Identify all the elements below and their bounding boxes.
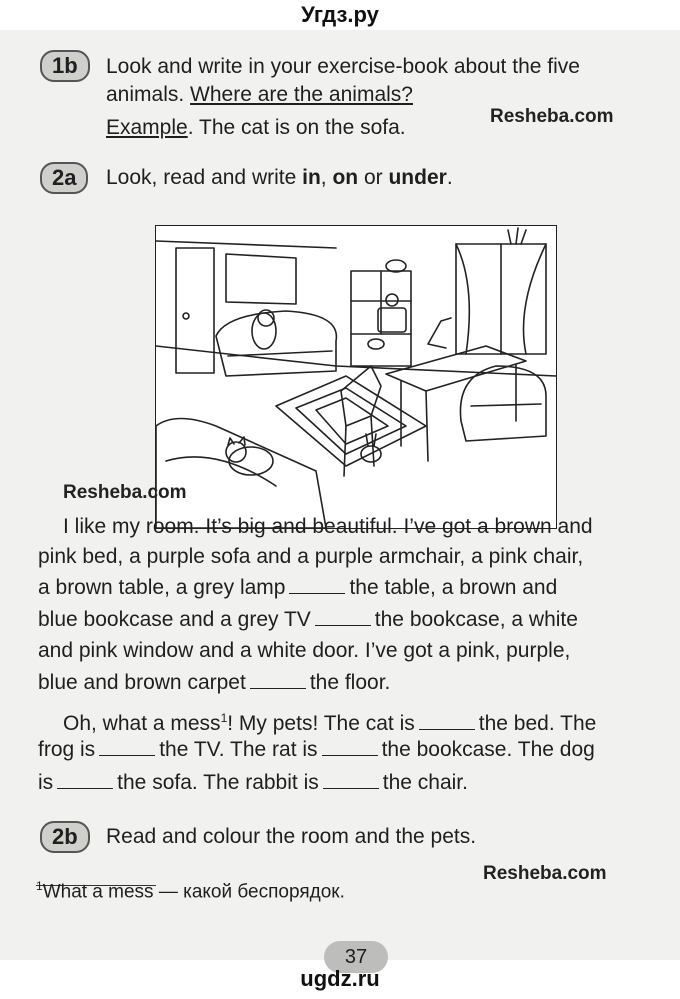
ex1b-question: Where are the animals? [190,83,413,106]
answer-blank[interactable] [250,670,306,689]
text-seg: the bed. The [478,712,597,735]
answer-blank[interactable] [289,575,345,594]
text-seg: the bookcase, a white [374,608,578,631]
answer-blank[interactable] [323,770,379,789]
text-line: pink bed, a purple sofa and a purple armchair, a pink chair, [38,545,584,568]
text-seg: the bookcase. The dog [381,738,595,761]
answer-blank[interactable] [322,737,378,756]
watermark: Resheba.com [63,482,187,503]
text-seg: a brown table, a grey lamp [38,576,286,599]
footnote-ref: 1 [220,711,228,725]
text-seg: Oh, what a mess [63,712,221,735]
textbook-page [0,30,680,968]
ex1b-line1: Look and write in your exercise-book about the five [106,55,580,78]
ex1b-line2 [106,82,413,108]
text-seg: ! My pets! The cat is [227,712,415,735]
exercise-badge-2a: 2a [40,162,88,194]
text-line [38,770,468,796]
text-seg: blue and brown carpet [38,671,246,694]
answer-blank[interactable] [315,607,371,626]
word-in: in [302,166,321,189]
answer-blank[interactable] [57,770,113,789]
text-line [38,737,595,763]
text-seg: is [38,771,54,794]
text-seg: frog is [38,738,96,761]
watermark: Resheba.com [483,863,607,884]
exercise-badge-1b: 1b [40,50,90,82]
word-on: on [332,166,359,189]
sofa [216,311,336,376]
dog [252,313,276,349]
ex1b-example [106,115,406,141]
text-seg: blue bookcase and a grey TV [38,608,311,631]
footnote-text: What a mess — какой беспорядок. [42,881,345,903]
text-line [38,670,390,696]
text-seg: the sofa. The rabbit is [117,771,319,794]
answer-blank[interactable] [419,711,475,730]
sep: , [320,166,333,189]
site-header: Угдз.ру [301,2,379,27]
text-seg: the chair. [382,771,468,794]
text-seg: the TV. The rat is [159,738,318,761]
text-seg: the floor. [309,671,391,694]
text-seg: the table, a brown and [349,576,558,599]
door [176,248,214,373]
text-line [38,607,578,633]
exercise-badge-2b: 2b [40,821,90,853]
ex1b-line2-text: animals. [106,83,191,106]
word-under: under [388,166,447,189]
text-line: I like my room. It’s big and beautiful. I’ve got a brown and [63,515,593,538]
footnote [36,873,345,905]
example-text: . The cat is on the sofa. [187,116,406,139]
room-drawing [156,226,556,528]
sep: . [446,166,453,189]
text-line [38,575,557,601]
footnote-mark: 1 [36,879,43,893]
text-line [63,705,596,737]
sep: or [358,166,389,189]
example-label: Example [106,116,188,139]
answer-blank[interactable] [99,737,155,756]
tv [378,308,406,332]
page-number: 37 [324,941,388,973]
ex2b-instruction: Read and colour the room and the pets. [106,825,477,848]
room-illustration [155,225,557,529]
ex2a-text: Look, read and write [106,166,303,189]
watermark: Resheba.com [490,106,614,127]
ex2a-instruction [106,165,453,191]
text-line: and pink window and a white door. I’ve got a pink, purple, [38,639,571,662]
site-footer: ugdz.ru [300,966,380,991]
